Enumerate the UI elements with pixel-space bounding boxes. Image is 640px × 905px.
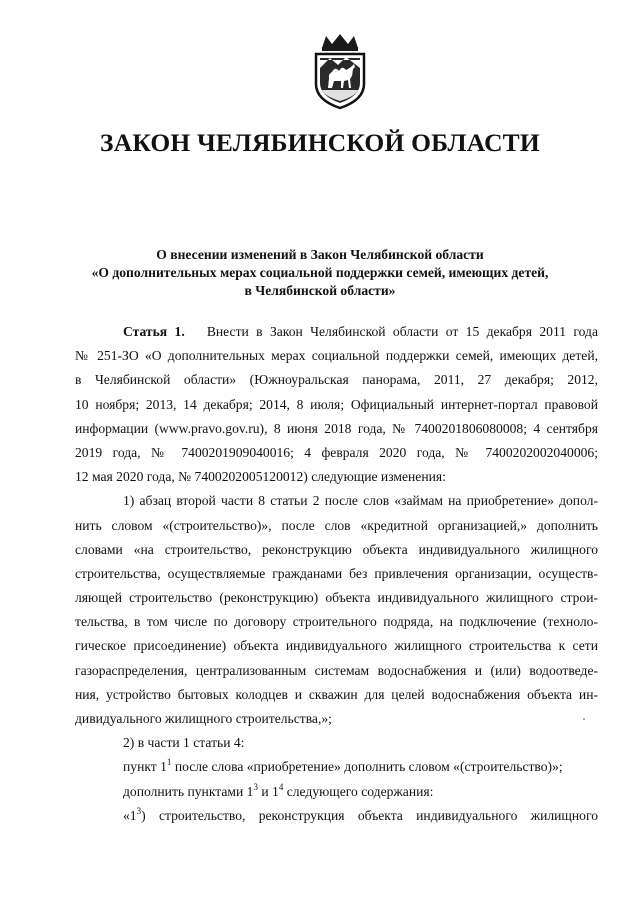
article-label: Статья 1. xyxy=(123,324,185,339)
document-body xyxy=(75,320,598,828)
item1-line: словами «на строительство, реконструкцию объекта индивидуального жилищного xyxy=(75,541,598,557)
scan-speck xyxy=(583,718,585,720)
law-title: ЗАКОН ЧЕЛЯБИНСКОЙ ОБЛАСТИ xyxy=(100,128,540,157)
subtitle-line: в Челябинской области» xyxy=(244,283,396,298)
item1-line: 1) абзац второй части 8 статьи 2 после слов «займам на приобретение» допол- xyxy=(123,493,598,509)
item1-line: газораспределения, централизованным системам водоснабжения и (или) водоотведе- xyxy=(75,662,598,678)
item2-paragraph: «$1^3$) строительство, реконструкция объекта индивидуального жилищного xyxy=(123,805,598,823)
article-line: 12 мая 2020 года, № 7400202005120012) следующие изменения: xyxy=(75,469,446,485)
item2-heading: 2) в части 1 статьи 4: xyxy=(123,735,245,751)
article-line: Статья 1. Внести в Закон Челябинской области от 15 декабря 2011 года xyxy=(123,324,598,339)
item1-line: строительства, осуществляемые гражданами без привлечения организации, осуществ- xyxy=(75,565,598,581)
coat-of-arms-emblem xyxy=(308,32,372,110)
item1-line: ляющей строительство (реконструкцию) объекта индивидуального жилищного строи- xyxy=(75,590,598,606)
law-subtitle xyxy=(60,246,580,300)
item1-line: ния, устройство бытовых колодцев и скважин для целей водоснабжения объекта ин- xyxy=(75,686,598,702)
item1-line: дивидуального жилищного строительства,»; xyxy=(75,711,332,726)
item1-line: гическое присоединение) объекта индивидуального жилищного строительства к сети xyxy=(75,638,598,654)
article-line: 10 ноября; 2013, 14 декабря; 2014, 8 июля; Официальный интернет-портал правовой xyxy=(75,396,598,412)
item1-line: нить словом «(строительство)», после слов «кредитной организацией,» дополнить xyxy=(75,517,598,533)
item2-paragraph: дополнить пунктами $1^3$ и $1^4$ следующего содержания: xyxy=(123,781,434,799)
article-line: в Челябинской области» (Южноуральская панорама, 2011, 27 декабря; 2012, xyxy=(75,372,598,388)
subtitle-line: «О дополнительных мерах социальной поддержки семей, имеющих детей, xyxy=(91,265,549,280)
item2-paragraph: пункт $1^1$ после слова «приобретение» дополнить словом «(строительство)»; xyxy=(123,757,563,775)
item1-line: тельства, в том числе по договору строительного подряда, на подключение (техноло- xyxy=(75,614,598,630)
subtitle-line: О внесении изменений в Закон Челябинской области xyxy=(156,247,484,262)
article-line: 2019 года, № 7400201909040016; 4 февраля 2020 года, № 7400202002040006; xyxy=(75,444,598,460)
article-line: информации (www.pravo.gov.ru), 8 июня 2018 года, № 7400201806080008; 4 сентября xyxy=(75,420,598,436)
article-line: № 251-ЗО «О дополнительных мерах социальной поддержки семей, имеющих детей, xyxy=(75,348,598,364)
